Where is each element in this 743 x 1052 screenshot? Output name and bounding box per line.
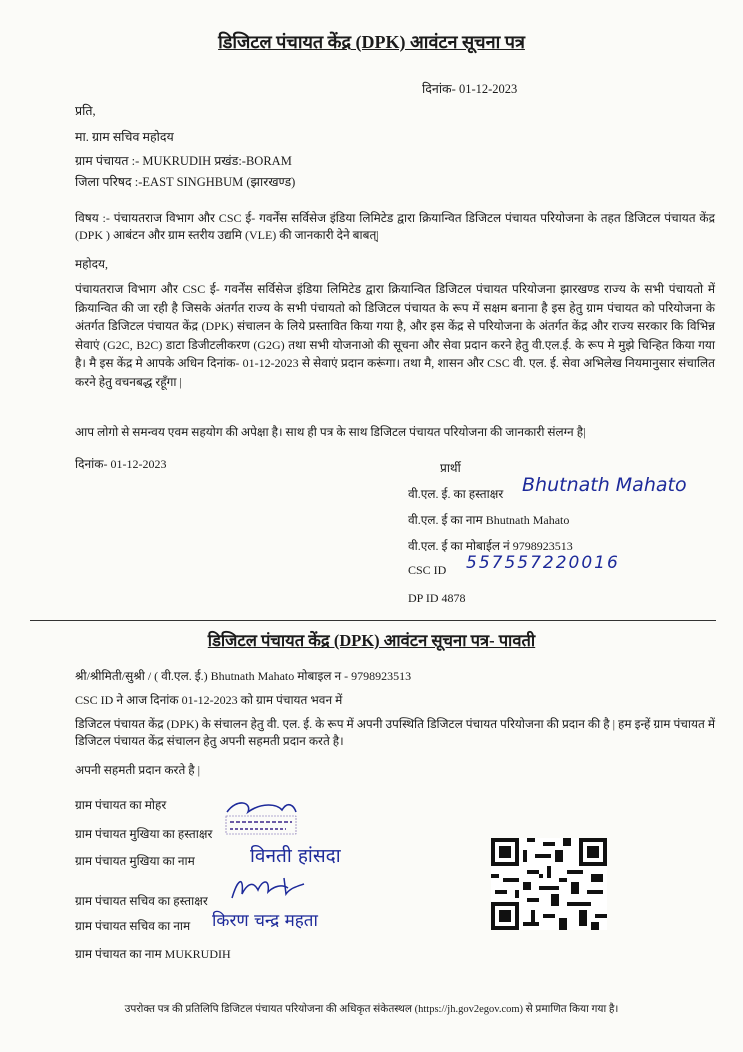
vle-signature: Bhutnath Mahato — [522, 474, 687, 496]
address-recipient: मा. ग्राम सचिव महोदय — [75, 130, 174, 144]
receipt-title: डिजिटल पंचायत केंद्र (DPK) आवंटन सूचना पत्र- पावती — [207, 631, 536, 650]
receipt-line-4: अपनी सहमती प्रदान करते है | — [75, 763, 201, 777]
address-panchayat: ग्राम पंचायत :- MUKRUDIH प्रखंड:-BORAM — [75, 154, 292, 168]
receipt-line-3: डिजिटल पंचायत केंद्र (DPK) के संचालन हेतु वी. एल. ई. के रूप में अपनी उपस्थिति डिजिटल पंचायत परियोजना की प्रदान की है | हम इन्हें ग्राम पंचायत में डिजिटल पंचायत केंद्र संचालन हेतु अपनी सहमती प्रदान करते है। — [75, 717, 715, 749]
receipt-line-1: श्री/श्रीमिती/सुश्री / ( वी.एल. ई.) Bhutnath Mahato मोबाइल न - 9798923513 — [75, 669, 412, 683]
mukhiya-sign-label: ग्राम पंचायत मुखिया का हस्ताक्षर — [75, 827, 213, 841]
vle-mobile: वी.एल. ई का मोबाईल नं 9798923513 — [408, 539, 573, 553]
csc-id-label: CSC ID — [408, 563, 447, 577]
sachiv-sign-label: ग्राम पंचायत सचिव का हस्ताक्षर — [75, 894, 208, 908]
receipt-line-2: CSC ID ने आज दिनांक 01-12-2023 को ग्राम पंचायत भवन में — [75, 693, 343, 707]
applicant-label: प्रार्थी — [440, 461, 461, 475]
sachiv-name-label: ग्राम पंचायत सचिव का नाम — [75, 919, 191, 933]
letter-date: दिनांक- 01-12-2023 — [422, 82, 518, 96]
footer-note: उपरोक्त पत्र की प्रतिलिपि डिजिटल पंचायत परियोजना की अधिकृत संकेतस्थल (https://jh.gov2egov.com) से प्रमाणित किया गया है। — [124, 1004, 619, 1015]
sachiv-signature-icon — [228, 872, 308, 904]
vle-name: वी.एल. ई का नाम Bhutnath Mahato — [408, 513, 570, 527]
mukhiya-stamp-icon — [222, 798, 300, 836]
salutation: महोदय, — [75, 257, 108, 271]
bottom-date: दिनांक- 01-12-2023 — [75, 457, 167, 471]
panchayat-name: ग्राम पंचायत का नाम MUKRUDIH — [75, 947, 231, 961]
seal-label: ग्राम पंचायत का मोहर — [75, 798, 167, 812]
qr-code-icon — [490, 838, 608, 930]
mukhiya-name-handwritten: विनती हांसदा — [250, 845, 341, 867]
address-district: जिला परिषद :-EAST SINGHBUM (झारखण्ड) — [75, 175, 296, 189]
address-to: प्रति, — [75, 104, 96, 118]
dp-id: DP ID 4878 — [408, 591, 466, 605]
letter-title: डिजिटल पंचायत केंद्र (DPK) आवंटन सूचना पत्र — [218, 32, 525, 52]
sachiv-name-handwritten: किरण चन्द्र महता — [212, 911, 318, 931]
body-paragraph: पंचायतराज विभाग और CSC ई- गवर्नेंस सर्विसेज इंडिया लिमिटेड द्वारा क्रियान्वित डिजिटल पंचायत परियोजना झारखण्ड राज्य के सभी पंचायतो में क्रियान्वित की जा रही है जिसके अंतर्गत राज्य के सभी पंचायतो को डिजिटल पंचायत के रूप में सक्षम बनाना है इस हेतु ग्राम पंचायत को परियोजना के अंतर्गत डिजिटल पंचायत केंद्र (DPK) संचालन के लिये प्रस्तावित किया गया है, और इस केंद्र से परियोजना के अंतर्गत केंद्र और राज्य सरकार कि विभिन्न सेवाएं (G2C, B2C) डाटा डिजीटलीकरण (G2G) तथा सभी योजनाओ की सूचना और सेवा प्रदान करने हेतु वी.एल.ई. के रूप मे मुझे चिन्हित किया गया है। मै इस केंद्र मे आपके अधिन दिनांक- 01-12-2023 से सेवाएं प्रदान करूंगा। तथा मै, शासन और CSC वी. एल. ई. सेवा अभिलेख नियमानुसार संचालित करने हेतु वचनबद्ध रहूँगा | — [75, 282, 715, 389]
csc-id-value: 557557220016 — [466, 553, 620, 573]
section-divider — [30, 620, 716, 621]
closing-paragraph: आप लोगो से समन्वय एवम सहयोग की अपेक्षा है। साथ ही पत्र के साथ डिजिटल पंचायत परियोजना की जानकारी संलग्न है| — [75, 425, 586, 439]
mukhiya-name-label: ग्राम पंचायत मुखिया का नाम — [75, 854, 195, 868]
subject-line: विषय :- पंचायतराज विभाग और CSC ई- गवर्नेंस सर्विसेज इंडिया लिमिटेड द्वारा क्रियान्वित डिजिटल पंचायत परियोजना के तहत डिजिटल पंचायत केंद्र (DPK ) आबंटन और ग्राम स्तरीय उद्यमि (VLE) की जानकारी देने बाबत्| — [75, 211, 715, 243]
vle-signature-label: वी.एल. ई. का हस्ताक्षर — [408, 487, 504, 501]
